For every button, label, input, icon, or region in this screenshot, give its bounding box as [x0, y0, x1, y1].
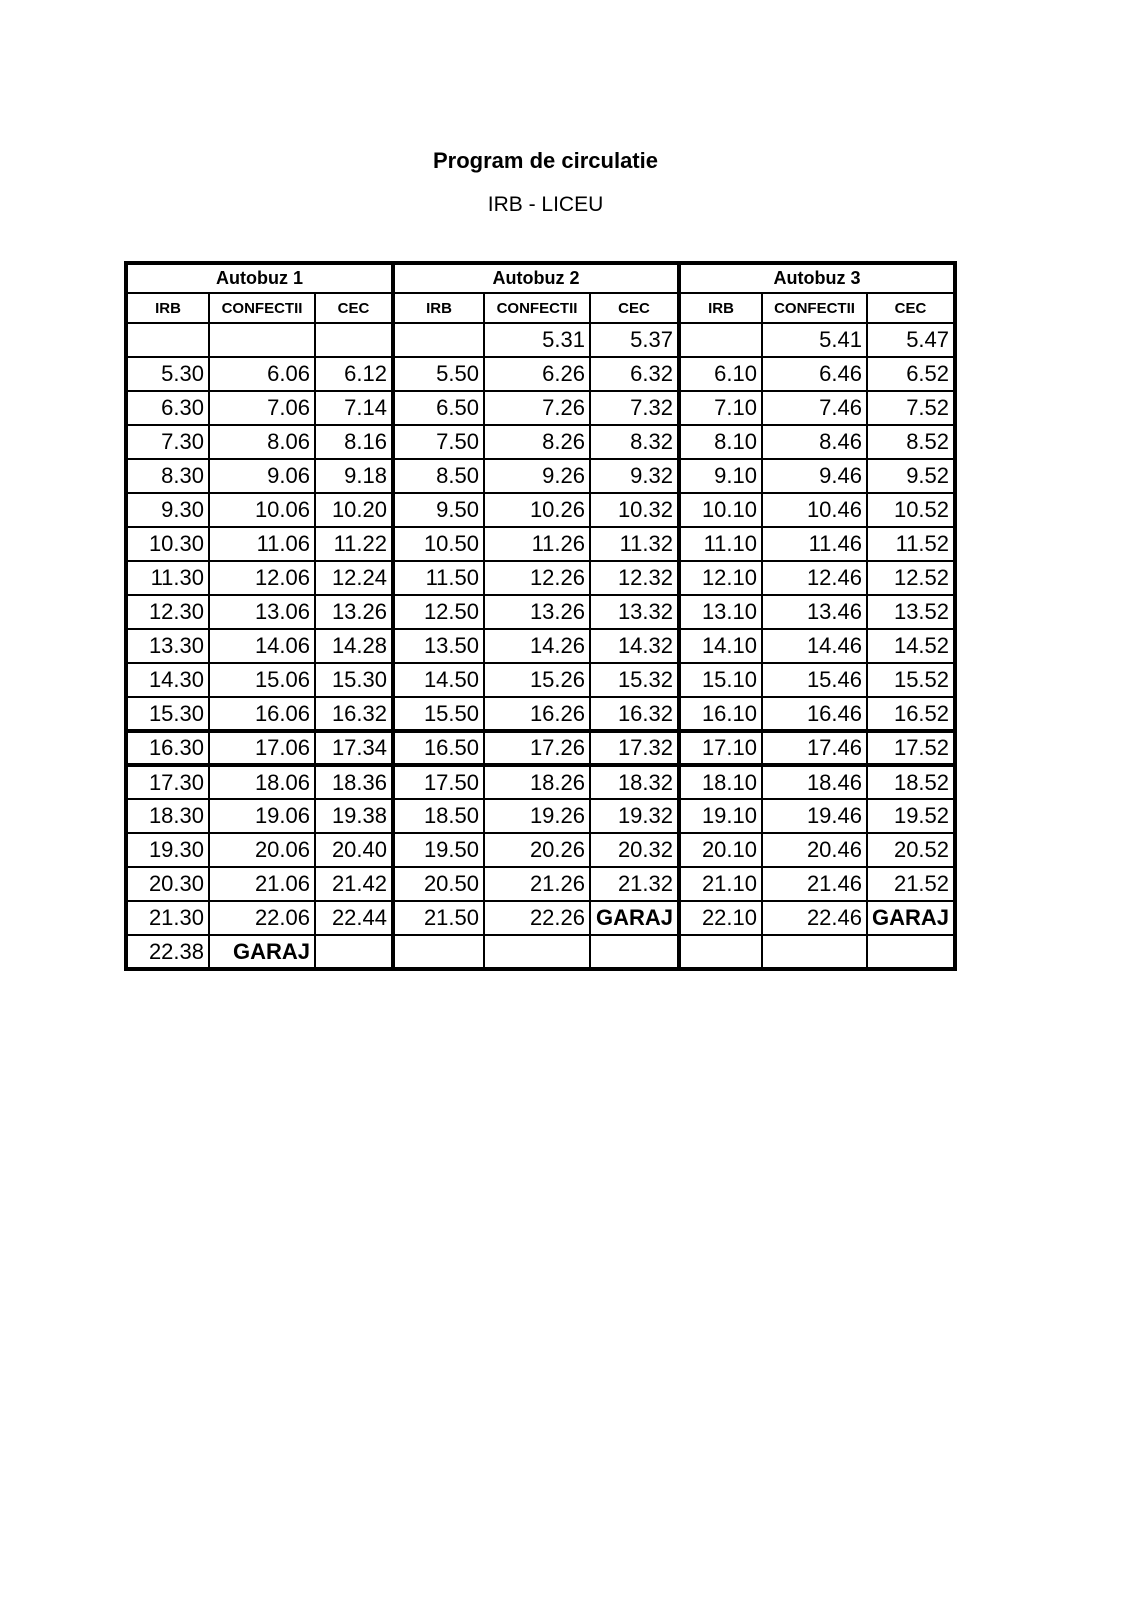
table-cell: 21.30	[126, 901, 209, 935]
table-cell: 17.34	[315, 731, 393, 765]
table-cell: 5.31	[484, 323, 590, 357]
table-cell: 13.46	[762, 595, 867, 629]
table-cell: 15.30	[126, 697, 209, 731]
table-cell: 19.30	[126, 833, 209, 867]
table-cell: 8.10	[679, 425, 762, 459]
table-cell: 6.50	[393, 391, 484, 425]
table-cell: 13.52	[867, 595, 955, 629]
table-cell: GARAJ	[867, 901, 955, 935]
table-cell: 13.32	[590, 595, 679, 629]
table-cell: 20.46	[762, 833, 867, 867]
table-cell: 22.44	[315, 901, 393, 935]
table-cell: 13.30	[126, 629, 209, 663]
table-cell: 12.46	[762, 561, 867, 595]
table-cell: 16.32	[590, 697, 679, 731]
table-cell: 21.26	[484, 867, 590, 901]
table-cell: 22.06	[209, 901, 315, 935]
table-cell: 10.50	[393, 527, 484, 561]
table-cell: 18.32	[590, 765, 679, 799]
table-cell: 5.37	[590, 323, 679, 357]
table-cell: 15.32	[590, 663, 679, 697]
table-cell: 16.46	[762, 697, 867, 731]
route-subtitle: IRB - LICEU	[487, 193, 604, 216]
table-cell: 8.30	[126, 459, 209, 493]
table-cell: 15.50	[393, 697, 484, 731]
table-row	[126, 901, 955, 935]
table-cell: 19.46	[762, 799, 867, 833]
table-cell: 9.30	[126, 493, 209, 527]
table-cell: 14.46	[762, 629, 867, 663]
table-cell: 22.26	[484, 901, 590, 935]
table-cell: 14.26	[484, 629, 590, 663]
table-cell: 7.26	[484, 391, 590, 425]
table-cell: 16.52	[867, 697, 955, 731]
table-cell	[679, 935, 762, 969]
table-cell: 10.26	[484, 493, 590, 527]
table-cell: 8.06	[209, 425, 315, 459]
table-cell: 16.30	[126, 731, 209, 765]
table-cell: 12.10	[679, 561, 762, 595]
table-cell: 17.06	[209, 731, 315, 765]
table-cell: 19.50	[393, 833, 484, 867]
table-cell: 7.52	[867, 391, 955, 425]
table-cell	[762, 935, 867, 969]
table-cell: 9.06	[209, 459, 315, 493]
table-cell: 18.26	[484, 765, 590, 799]
table-cell: 15.10	[679, 663, 762, 697]
table-cell: 12.30	[126, 595, 209, 629]
table-cell: 6.12	[315, 357, 393, 391]
bus-header: Autobuz 2	[393, 263, 679, 293]
table-cell: 13.26	[315, 595, 393, 629]
table-cell: 12.32	[590, 561, 679, 595]
table-cell: 20.10	[679, 833, 762, 867]
table-cell: 18.36	[315, 765, 393, 799]
table-row	[126, 561, 955, 595]
table-cell: 11.46	[762, 527, 867, 561]
table-cell: 10.20	[315, 493, 393, 527]
table-cell	[867, 935, 955, 969]
table-cell: 15.26	[484, 663, 590, 697]
table-cell: 11.30	[126, 561, 209, 595]
table-cell: 5.50	[393, 357, 484, 391]
table-cell: 6.46	[762, 357, 867, 391]
table-cell: 11.06	[209, 527, 315, 561]
table-cell: 17.50	[393, 765, 484, 799]
table-cell: 13.06	[209, 595, 315, 629]
table-cell: 14.28	[315, 629, 393, 663]
table-cell: 18.50	[393, 799, 484, 833]
table-cell: 9.52	[867, 459, 955, 493]
table-cell: 16.50	[393, 731, 484, 765]
table-cell: 7.32	[590, 391, 679, 425]
table-cell: 11.50	[393, 561, 484, 595]
table-cell: 17.52	[867, 731, 955, 765]
table-row	[126, 323, 955, 357]
table-cell: 12.50	[393, 595, 484, 629]
table-cell: 5.30	[126, 357, 209, 391]
table-cell: 14.52	[867, 629, 955, 663]
table-cell: 18.10	[679, 765, 762, 799]
bus-header: Autobuz 1	[126, 263, 393, 293]
table-cell: 17.10	[679, 731, 762, 765]
table-cell: 16.06	[209, 697, 315, 731]
column-header: IRB	[126, 293, 209, 323]
table-cell: 11.10	[679, 527, 762, 561]
table-cell: 17.46	[762, 731, 867, 765]
table-cell: 10.52	[867, 493, 955, 527]
column-header: IRB	[679, 293, 762, 323]
table-cell	[315, 935, 393, 969]
table-cell: 12.52	[867, 561, 955, 595]
table-cell	[484, 935, 590, 969]
table-cell: 13.10	[679, 595, 762, 629]
table-cell: 21.46	[762, 867, 867, 901]
table-cell: 21.32	[590, 867, 679, 901]
table-cell: 6.10	[679, 357, 762, 391]
table-row	[126, 595, 955, 629]
table-cell: 20.40	[315, 833, 393, 867]
table-cell: 10.10	[679, 493, 762, 527]
table-row	[126, 765, 955, 799]
table-row	[126, 833, 955, 867]
table-cell: 21.10	[679, 867, 762, 901]
table-cell: 7.46	[762, 391, 867, 425]
bus-header: Autobuz 3	[679, 263, 955, 293]
table-cell: 20.50	[393, 867, 484, 901]
table-cell: 22.46	[762, 901, 867, 935]
table-row	[126, 459, 955, 493]
table-cell: 21.52	[867, 867, 955, 901]
table-cell: 18.52	[867, 765, 955, 799]
table-cell: 9.50	[393, 493, 484, 527]
table-cell	[393, 323, 484, 357]
table-cell: 18.46	[762, 765, 867, 799]
table-cell: 12.06	[209, 561, 315, 595]
column-header: CONFECTII	[762, 293, 867, 323]
table-cell: 7.10	[679, 391, 762, 425]
table-cell: 9.10	[679, 459, 762, 493]
table-cell: 8.26	[484, 425, 590, 459]
table-cell: 19.52	[867, 799, 955, 833]
table-cell: 16.10	[679, 697, 762, 731]
table-cell: 10.32	[590, 493, 679, 527]
table-cell: 7.30	[126, 425, 209, 459]
table-cell: 14.10	[679, 629, 762, 663]
table-cell: 7.14	[315, 391, 393, 425]
table-cell: 21.06	[209, 867, 315, 901]
table-cell: 14.50	[393, 663, 484, 697]
table-cell: 6.26	[484, 357, 590, 391]
table-cell: 11.22	[315, 527, 393, 561]
table-cell: 7.06	[209, 391, 315, 425]
table-cell: GARAJ	[590, 901, 679, 935]
table-cell: 17.32	[590, 731, 679, 765]
table-cell: 22.10	[679, 901, 762, 935]
table-cell: 15.30	[315, 663, 393, 697]
table-cell: 11.26	[484, 527, 590, 561]
table-cell	[315, 323, 393, 357]
column-header: IRB	[393, 293, 484, 323]
table-cell: 9.46	[762, 459, 867, 493]
table-cell: 8.32	[590, 425, 679, 459]
table-cell: 20.26	[484, 833, 590, 867]
table-cell	[393, 935, 484, 969]
table-cell: 17.26	[484, 731, 590, 765]
table-row	[126, 663, 955, 697]
table-cell: 19.32	[590, 799, 679, 833]
table-cell: 18.06	[209, 765, 315, 799]
table-cell: 14.30	[126, 663, 209, 697]
table-row	[126, 629, 955, 663]
table-cell: 19.26	[484, 799, 590, 833]
table-cell: 20.32	[590, 833, 679, 867]
page-title: Program de circulatie	[433, 148, 658, 173]
table-cell: 19.06	[209, 799, 315, 833]
table-cell: 10.46	[762, 493, 867, 527]
table-cell: 6.30	[126, 391, 209, 425]
table-cell: 11.32	[590, 527, 679, 561]
table-cell: 19.10	[679, 799, 762, 833]
table-cell: 13.50	[393, 629, 484, 663]
table-cell: 8.50	[393, 459, 484, 493]
table-row	[126, 867, 955, 901]
table-cell: 9.26	[484, 459, 590, 493]
table-cell: 21.50	[393, 901, 484, 935]
table-cell: 20.52	[867, 833, 955, 867]
table-cell: 8.52	[867, 425, 955, 459]
table-row	[126, 425, 955, 459]
table-row	[126, 935, 955, 969]
table-cell: 12.24	[315, 561, 393, 595]
table-cell: 11.52	[867, 527, 955, 561]
table-cell: 8.46	[762, 425, 867, 459]
table-cell: 22.38	[126, 935, 209, 969]
table-cell: 7.50	[393, 425, 484, 459]
column-header: CONFECTII	[209, 293, 315, 323]
table-cell: GARAJ	[209, 935, 315, 969]
table-row	[126, 357, 955, 391]
table-row	[126, 731, 955, 765]
table-cell: 19.38	[315, 799, 393, 833]
bus-header-row	[126, 263, 955, 293]
table-cell	[679, 323, 762, 357]
table-cell: 8.16	[315, 425, 393, 459]
table-cell: 9.18	[315, 459, 393, 493]
table-cell: 6.52	[867, 357, 955, 391]
column-header: CEC	[315, 293, 393, 323]
column-header: CEC	[590, 293, 679, 323]
table-cell: 21.42	[315, 867, 393, 901]
table-cell: 14.32	[590, 629, 679, 663]
table-cell: 6.06	[209, 357, 315, 391]
table-cell: 5.47	[867, 323, 955, 357]
table-cell: 15.06	[209, 663, 315, 697]
timetable	[124, 261, 957, 971]
column-header: CEC	[867, 293, 955, 323]
table-cell: 17.30	[126, 765, 209, 799]
table-cell: 10.30	[126, 527, 209, 561]
table-cell: 15.46	[762, 663, 867, 697]
table-cell: 20.06	[209, 833, 315, 867]
table-row	[126, 527, 955, 561]
table-cell: 14.06	[209, 629, 315, 663]
table-cell: 12.26	[484, 561, 590, 595]
table-row	[126, 391, 955, 425]
table-row	[126, 697, 955, 731]
table-cell: 16.26	[484, 697, 590, 731]
table-cell	[590, 935, 679, 969]
table-cell: 10.06	[209, 493, 315, 527]
table-cell	[209, 323, 315, 357]
table-cell: 16.32	[315, 697, 393, 731]
table-cell: 13.26	[484, 595, 590, 629]
table-row	[126, 799, 955, 833]
table-cell: 9.32	[590, 459, 679, 493]
table-cell	[126, 323, 209, 357]
table-cell: 5.41	[762, 323, 867, 357]
stop-header-row	[126, 293, 955, 323]
table-cell: 18.30	[126, 799, 209, 833]
table-cell: 6.32	[590, 357, 679, 391]
table-row	[126, 493, 955, 527]
table-cell: 20.30	[126, 867, 209, 901]
table-cell: 15.52	[867, 663, 955, 697]
column-header: CONFECTII	[484, 293, 590, 323]
